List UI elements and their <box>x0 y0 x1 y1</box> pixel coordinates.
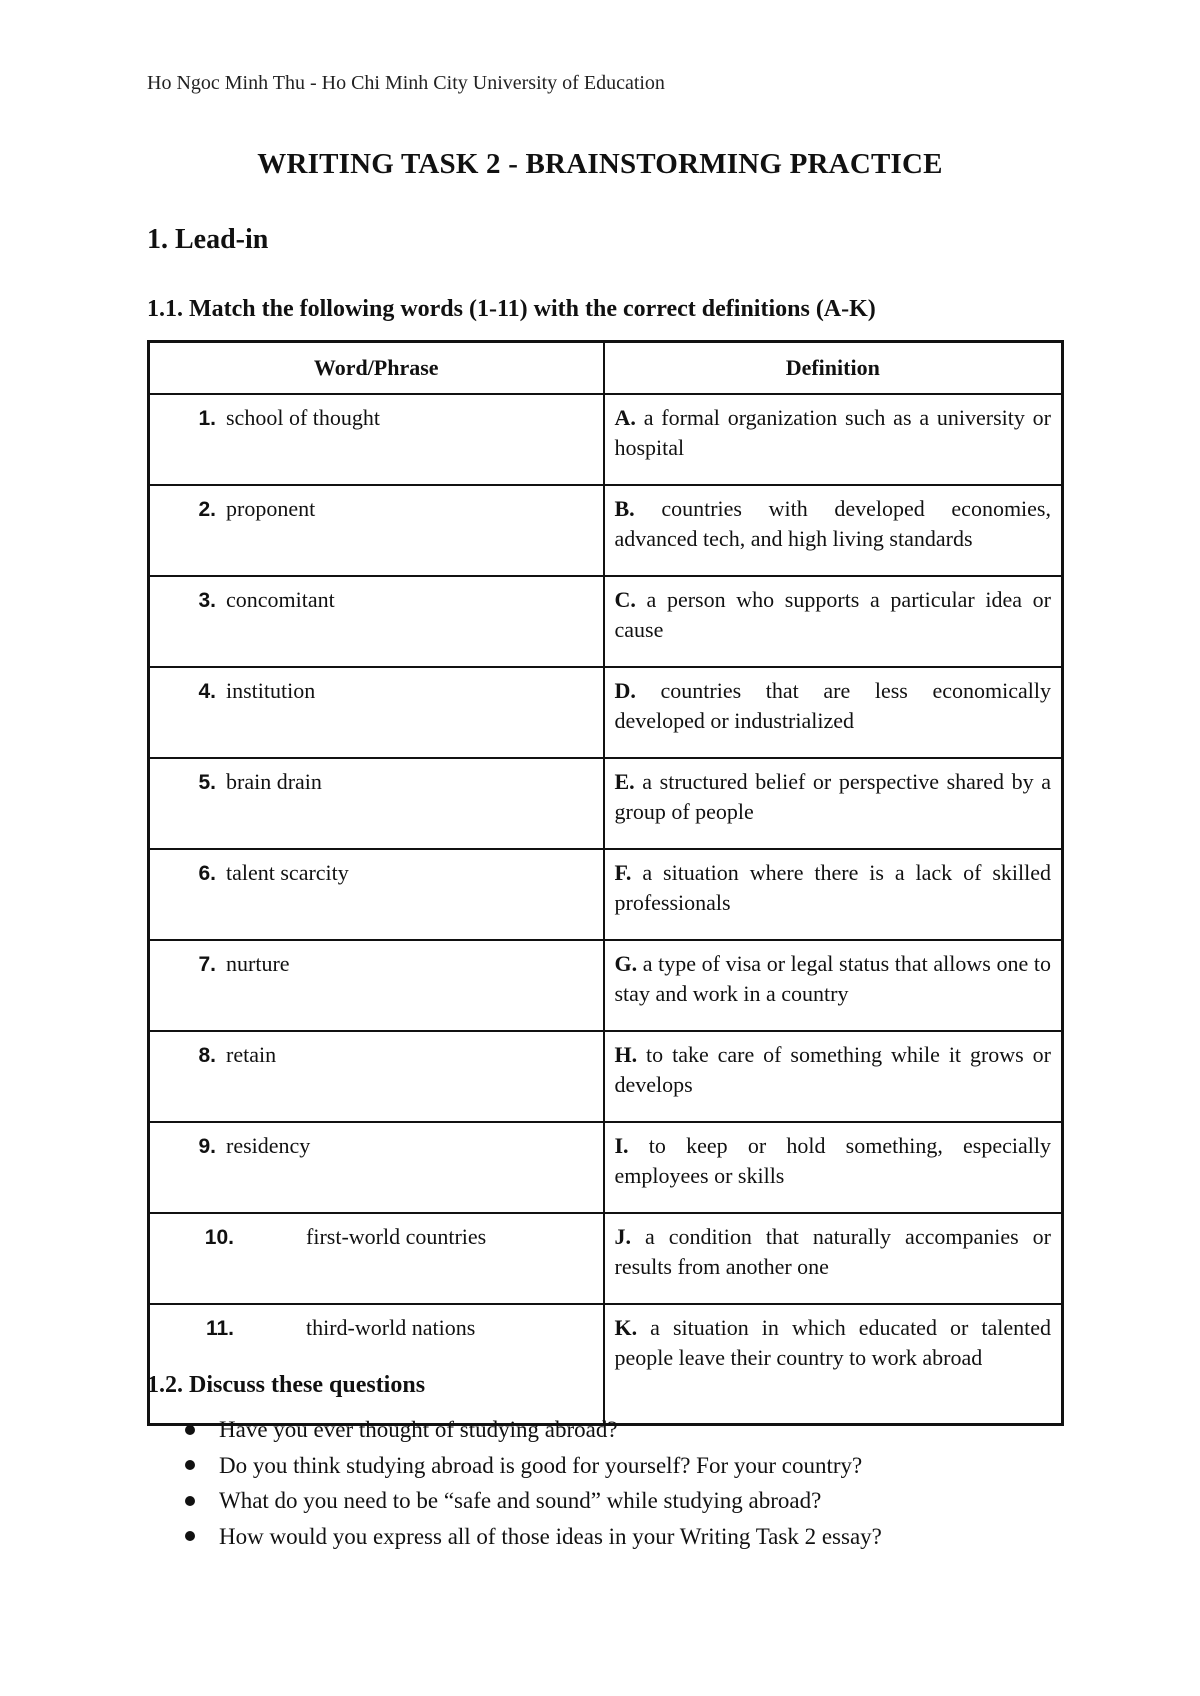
definition-text: a structured belief or perspective shared by a group of people <box>614 769 1051 824</box>
definition-text: to take care of something while it grows or develops <box>614 1042 1051 1097</box>
vocabulary-matching-table <box>147 340 1064 1426</box>
definition-text: a person who supports a particular idea or cause <box>614 587 1051 642</box>
word-cell <box>149 1031 604 1122</box>
definition-cell <box>604 758 1063 849</box>
word-cell <box>149 1213 604 1304</box>
author-header: Ho Ngoc Minh Thu - Ho Chi Minh City University of Education <box>147 72 665 94</box>
table-row <box>149 667 1063 758</box>
subsection-heading-matching: 1.1. Match the following words (1-11) with the correct definitions (A-K) <box>147 296 876 322</box>
definition-text: to keep or hold something, especially employees or skills <box>614 1133 1051 1188</box>
definition-letter: D. <box>614 678 636 703</box>
word-number: 6. <box>198 862 216 885</box>
document-title: WRITING TASK 2 - BRAINSTORMING PRACTICE <box>257 148 943 180</box>
table-row <box>149 576 1063 667</box>
definition-cell <box>604 1213 1063 1304</box>
definition-cell <box>604 1031 1063 1122</box>
word-cell <box>149 1122 604 1213</box>
word-text: proponent <box>226 496 316 521</box>
word-number: 9. <box>198 1135 216 1158</box>
question-text: Have you ever thought of studying abroad? <box>219 1417 618 1442</box>
list-item <box>147 1448 882 1484</box>
word-cell <box>149 1304 604 1425</box>
word-number: 3. <box>198 589 216 612</box>
question-text: Do you think studying abroad is good for yourself? For your country? <box>219 1452 863 1478</box>
table-row <box>149 1122 1063 1213</box>
definition-letter: E. <box>614 769 635 794</box>
word-text: third-world nations <box>306 1315 476 1340</box>
definition-cell <box>604 1122 1063 1213</box>
column-header-word: Word/Phrase <box>149 342 604 395</box>
word-number: 1. <box>198 407 216 430</box>
definition-cell <box>604 667 1063 758</box>
definition-letter: A. <box>614 405 636 430</box>
definition-cell <box>604 485 1063 576</box>
word-text: institution <box>226 678 316 703</box>
table-row <box>149 1213 1063 1304</box>
bullet-icon <box>185 1496 195 1506</box>
list-item <box>147 1483 882 1519</box>
definition-text: a formal organization such as a university or hospital <box>614 405 1051 460</box>
word-number: 10. <box>204 1226 234 1249</box>
discussion-questions-list <box>147 1412 882 1554</box>
definition-letter: C. <box>614 587 636 612</box>
definition-cell <box>604 1304 1063 1425</box>
word-cell <box>149 394 604 485</box>
table-header-row <box>149 342 1063 395</box>
bullet-icon <box>185 1531 195 1541</box>
definition-cell <box>604 394 1063 485</box>
word-text: school of thought <box>226 405 380 430</box>
list-item <box>147 1519 882 1555</box>
word-text: talent scarcity <box>226 860 349 885</box>
definition-cell <box>604 940 1063 1031</box>
definition-letter: I. <box>614 1133 629 1158</box>
question-text: What do you need to be “safe and sound” while studying abroad? <box>219 1488 822 1513</box>
table-row <box>149 940 1063 1031</box>
table-row <box>149 394 1063 485</box>
word-text: residency <box>226 1133 311 1158</box>
word-text: first-world countries <box>306 1224 487 1249</box>
table-row <box>149 485 1063 576</box>
word-cell <box>149 667 604 758</box>
definition-letter: F. <box>614 860 632 885</box>
word-cell <box>149 849 604 940</box>
definition-text: a situation where there is a lack of skilled professionals <box>614 860 1051 915</box>
section-heading-lead-in: 1. Lead-in <box>147 224 269 255</box>
word-cell <box>149 485 604 576</box>
table-row <box>149 1304 1063 1425</box>
word-number: 8. <box>198 1044 216 1067</box>
column-header-definition: Definition <box>604 342 1063 395</box>
table-row <box>149 1031 1063 1122</box>
word-text: retain <box>226 1042 277 1067</box>
list-item <box>147 1412 882 1448</box>
definition-letter: J. <box>614 1224 631 1249</box>
definition-text: countries that are less economically developed or industrialized <box>614 678 1051 733</box>
definition-text: a situation in which educated or talented people leave their country to work abroad <box>614 1315 1051 1370</box>
word-text: nurture <box>226 951 290 976</box>
word-number: 11. <box>205 1317 234 1340</box>
word-text: brain drain <box>226 769 322 794</box>
definition-letter: H. <box>614 1042 638 1067</box>
definition-text: countries with developed economies, advanced tech, and high living standards <box>614 496 1051 551</box>
definition-letter: G. <box>614 951 638 976</box>
definition-text: a condition that naturally accompanies or results from another one <box>614 1224 1051 1279</box>
word-text: concomitant <box>226 587 335 612</box>
word-cell <box>149 940 604 1031</box>
definition-cell <box>604 576 1063 667</box>
bullet-icon <box>185 1425 195 1435</box>
definition-cell <box>604 849 1063 940</box>
subsection-heading-discussion: 1.2. Discuss these questions <box>147 1372 426 1398</box>
bullet-icon <box>185 1460 195 1470</box>
question-text: How would you express all of those ideas in your Writing Task 2 essay? <box>219 1523 882 1549</box>
definition-letter: B. <box>614 496 635 521</box>
word-number: 5. <box>198 771 216 794</box>
word-cell <box>149 758 604 849</box>
word-number: 7. <box>198 953 216 976</box>
word-number: 2. <box>198 498 216 521</box>
table-row <box>149 849 1063 940</box>
word-number: 4. <box>198 680 216 703</box>
definition-text: a type of visa or legal status that allows one to stay and work in a country <box>614 951 1051 1006</box>
word-cell <box>149 576 604 667</box>
table-row <box>149 758 1063 849</box>
definition-letter: K. <box>614 1315 638 1340</box>
